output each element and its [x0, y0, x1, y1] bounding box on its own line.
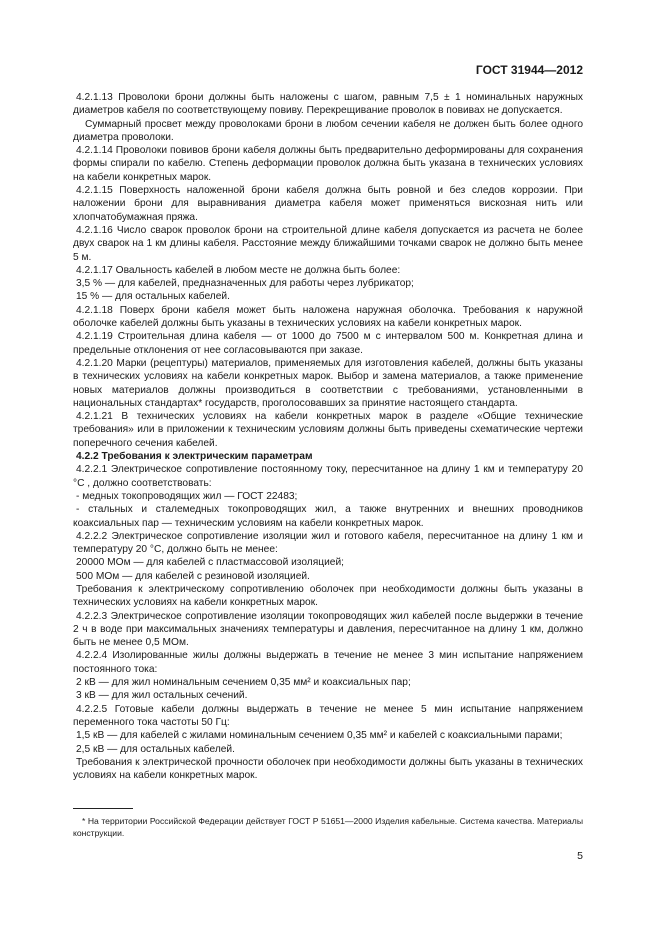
list-item: 2,5 кВ — для остальных кабелей. — [76, 743, 235, 755]
footnote — [73, 815, 583, 840]
paragraph: Требования к электрической прочности оболочек при необходимости должны быть указаны в технических условиях на кабели конкретных марок. — [73, 756, 583, 782]
list-item: 500 МОм — для кабелей с резиновой изоляцией. — [76, 570, 310, 582]
list-item: 3 кВ — для жил остальных сечений. — [76, 690, 248, 702]
document-code: ГОСТ 31944—2012 — [475, 63, 583, 77]
list-item: 2 кВ — для жил номинальным сечением 0,35 мм² и коаксиальных пар; — [76, 677, 411, 689]
list-item: 1,5 кВ — для кабелей с жилами номинальным сечением 0,35 мм² и кабелей с коаксиальными парами; — [76, 730, 563, 742]
paragraph: 4.2.1.19 Строительная длина кабеля — от 1000 до 7500 м с интервалом 500 м. Конкретная длина и предельные отклонения от нее согласовываются при заказе. — [73, 331, 583, 356]
paragraph: Требования к электрическому сопротивлению оболочек при необходимости должны быть указаны в технических условиях на кабели конкретных марок. — [73, 583, 583, 609]
paragraph: 4.2.1.17 Овальность кабелей в любом месте не должна быть более: — [76, 264, 401, 276]
paragraph: 4.2.1.15 Поверхность наложенной брони кабеля должна быть ровной и без следов коррозии. При наложении брони для выравнивания диаметра кабеля может применяться вискозная нить или хлопчатобумажная пряжа. — [73, 185, 583, 223]
footnote-divider — [73, 808, 133, 809]
paragraph: 4.2.2.3 Электрическое сопротивление изоляции токопроводящих жил кабелей после выдержки в течение 2 ч в воде при максимальных значениях температуры и давления, пересчитанное на длину 1 км, должно быть не менее 0,5 МОм. — [73, 610, 583, 649]
footnote-text: * На территории Российской Федерации действует ГОСТ Р 51651—2000 Изделия кабельные. Система качества. Материалы конструкции. — [73, 816, 583, 839]
paragraph: 4.2.2.1 Электрическое сопротивление постоянному току, пересчитанное на длину 1 км и температуру 20 °С , должно соответствовать: — [73, 464, 583, 489]
paragraph: 4.2.1.20 Марки (рецептуры) материалов, применяемых для изготовления кабелей, должны быть указаны в технических условиях на кабели конкретных марок. Выбор и замена материалов, а также применение новых материалов должны производиться в соответствии с требованиями, установленными в национальных стандартах* государств, проголосовавших за принятие настоящего стандарта. — [73, 357, 583, 409]
paragraph: 4.2.2.5 Готовые кабели должны выдержать в течение не менее 5 мин испытание напряжением переменного тока частоты 50 Гц: — [73, 703, 583, 728]
paragraph: 4.2.1.14 Проволоки повивов брони кабеля должны быть предварительно деформированы для сохранения формы спирали по кабелю. Степень деформации проволок должна быть указана в технических условиях на кабели конкретных марок. — [73, 145, 583, 183]
section-heading: 4.2.2 Требования к электрическим параметрам — [76, 451, 313, 463]
list-item: - медных токопроводящих жил — ГОСТ 22483; — [76, 490, 298, 502]
list-item: 3,5 % — для кабелей, предназначенных для работы через лубрикатор; — [76, 278, 414, 290]
paragraph: Суммарный просвет между проволоками брони в любом сечении кабеля не должен быть более одного диаметра проволоки. — [73, 118, 583, 143]
paragraph: 4.2.1.13 Проволоки брони должны быть наложены с шагом, равным 7,5 ± 1 номинальных наружных диаметров кабеля по соответствующему повиву. Перекрещивание проволок в повивах не допускается. — [73, 92, 583, 117]
paragraph: 4.2.1.18 Поверх брони кабеля может быть наложена наружная оболочка. Требования к наружной оболочке кабелей должны быть указаны в технических условиях на кабели конкретных марок. — [73, 304, 583, 330]
paragraph: 4.2.1.16 Число сварок проволок брони на строительной длине кабеля допускается из расчета не более двух сварок на 1 км длины кабеля. Расстояние между ближайшими точками сварок не должно быть менее 5 м. — [73, 224, 583, 263]
paragraph: 4.2.1.21 В технических условиях на кабели конкретных марок в разделе «Общие технические требования» или в приложении к техническим условиям должны быть приведены схематические чертежи поперечного сечения кабелей. — [73, 411, 583, 449]
list-item: - стальных и сталемедных токопроводящих жил, а также внутренних и внешних проводников коаксиальных пар — техническим условиям на кабели конкретных марок. — [73, 504, 583, 529]
list-item: 20000 МОм — для кабелей с пластмассовой изоляцией; — [76, 557, 344, 569]
list-item: 15 % — для остальных кабелей. — [76, 291, 230, 303]
page-number: 5 — [577, 850, 583, 862]
paragraph: 4.2.2.2 Электрическое сопротивление изоляции жил и готового кабеля, пересчитанное на длину 1 км и температуру 20 °С, должно быть не менее: — [73, 530, 583, 556]
paragraph: 4.2.2.4 Изолированные жилы должны выдержать в течение не менее 3 мин испытание напряжением постоянного тока: — [73, 650, 583, 675]
page-body — [73, 91, 583, 782]
